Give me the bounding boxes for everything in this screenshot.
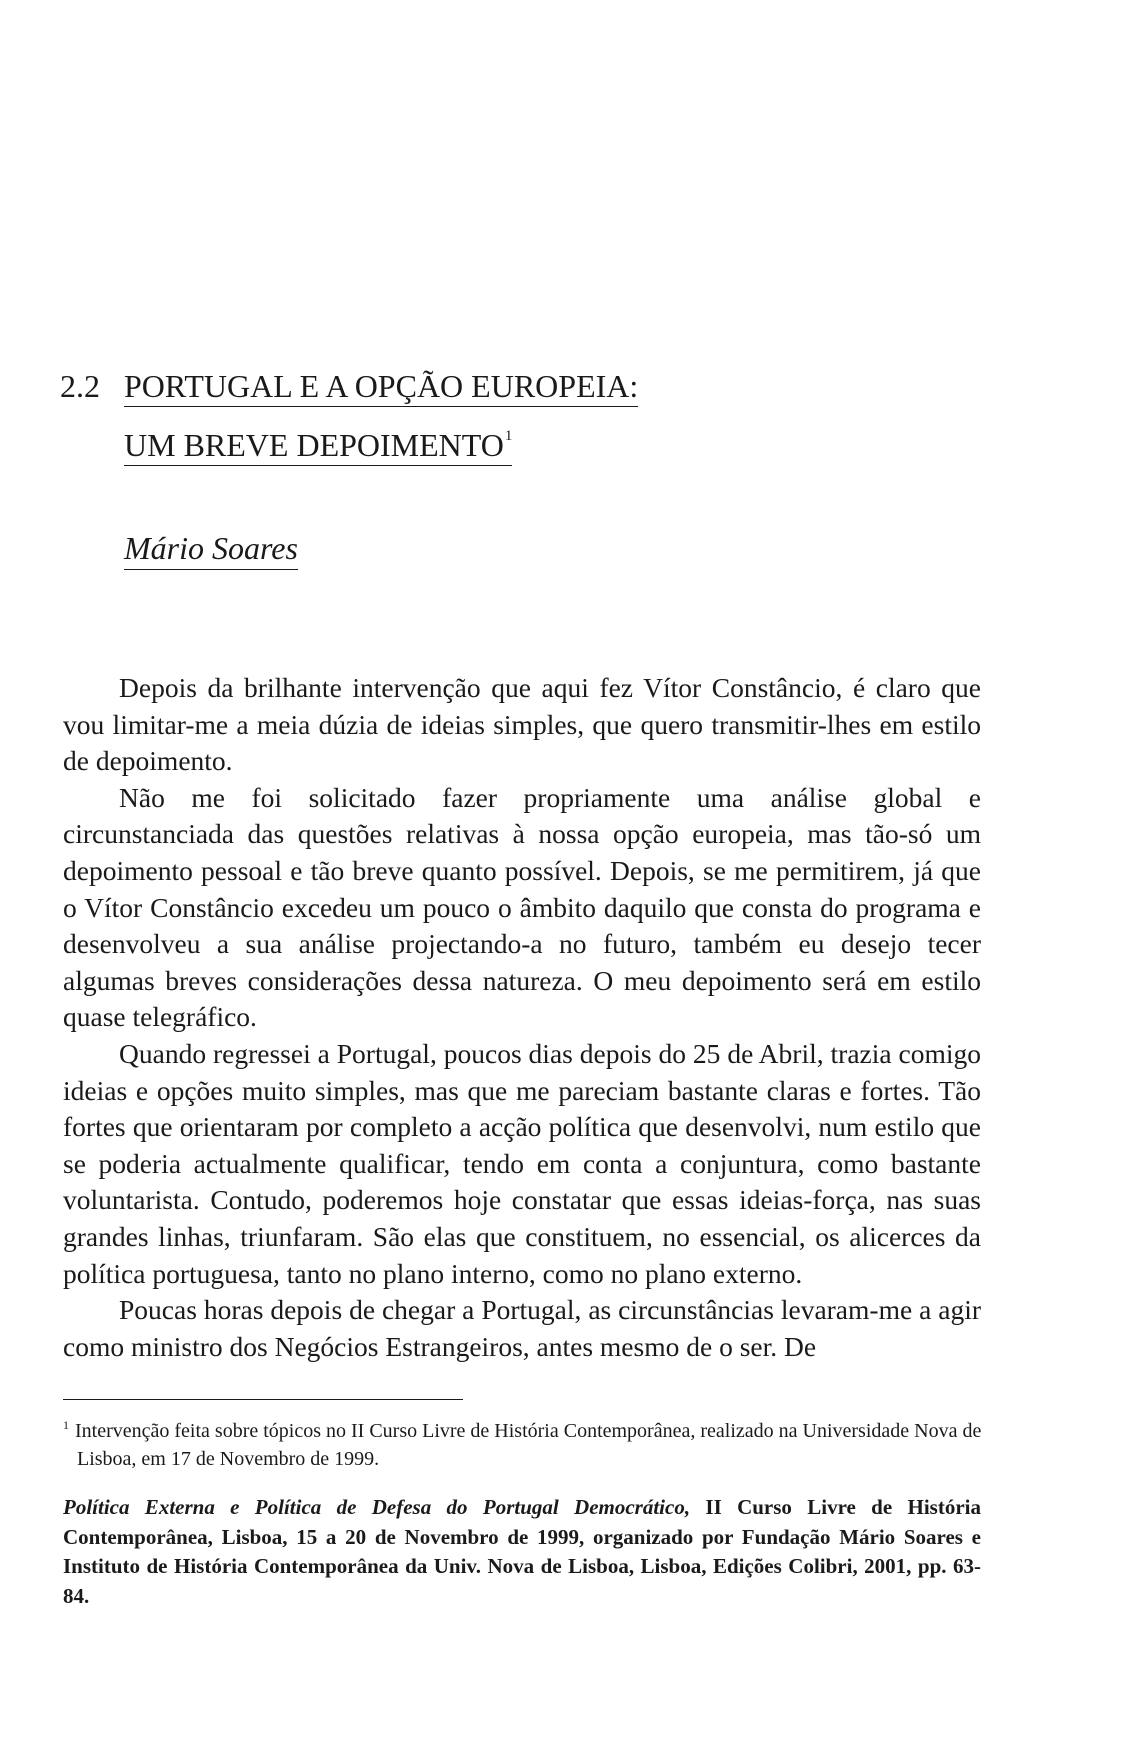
chapter-title-line-1: PORTUGAL E A OPÇÃO EUROPEIA: [124, 367, 638, 407]
chapter-title-line-2: UM BREVE DEPOIMENTO [124, 427, 504, 463]
source-citation [63, 1493, 981, 1611]
citation-details: II Curso Livre de História Contemporânea, Lisboa, 15 a 20 de Novembro de 1999, organizado por Fundação Mário Soares e Instituto de História Contemporânea da Univ. Nova de Lisboa, Lisboa, Edições Colibri, 2001, pp. 63-84. [63, 1495, 981, 1608]
author-name: Mário Soares [124, 528, 298, 570]
chapter-heading-line-2 [60, 426, 638, 474]
body-text [63, 670, 981, 1365]
paragraph: Quando regressei a Portugal, poucos dias depois do 25 de Abril, trazia comigo ideias e opções muito simples, mas que me pareciam bastante claras e fortes. Tão fortes que orientaram por completo a acção política que desenvolvi, num estilo que se poderia actualmente qualificar, tendo em conta a conjuntura, como bastante voluntarista. Contudo, poderemos hoje constatar que essas ideias-força, nas suas grandes linhas, triunfaram. São elas que constituem, no essencial, os alicerces da política portuguesa, tanto no plano interno, como no plano externo. [63, 1037, 981, 1289]
chapter-number: 2.2 [60, 368, 100, 404]
chapter-heading [60, 362, 638, 474]
chapter-title-line-2-wrapper [124, 426, 512, 466]
footnote-reference[interactable]: 1 [504, 428, 513, 444]
citation-title: Política Externa e Política de Defesa do Portugal Democrático, [63, 1495, 691, 1519]
paragraph: Poucas horas depois de chegar a Portugal, as circunstâncias levaram-me a agir como ministro dos Negócios Estrangeiros, antes mesmo de o ser. De [63, 1294, 981, 1362]
footnote-divider [63, 1399, 463, 1400]
footnote-text: Intervenção feita sobre tópicos no II Curso Livre de História Contemporânea, realizado na Universidade Nova de Lisboa, em 17 de Novembro de 1999. [75, 1420, 982, 1470]
paragraph: Depois da brilhante intervenção que aqui fez Vítor Constâncio, é claro que vou limitar-me a meia dúzia de ideias simples, que quero transmitir-lhes em estilo de depoimento. [63, 672, 981, 777]
footnote-marker: 1 [63, 1418, 69, 1432]
chapter-heading-line-1 [60, 362, 638, 410]
footnote [63, 1417, 995, 1473]
paragraph: Não me foi solicitado fazer propriamente uma análise global e circunstanciada das questões relativas à nossa opção europeia, mas tão-só um depoimento pessoal e tão breve quanto possível. Depois, se me permitirem, já que o Vítor Constâncio excedeu um pouco o âmbito daquilo que consta do programa e desenvolveu a sua análise projectando-a no futuro, também eu desejo tecer algumas breves considerações dessa natureza. O meu depoimento será em estilo quase telegráfico. [63, 781, 981, 1033]
